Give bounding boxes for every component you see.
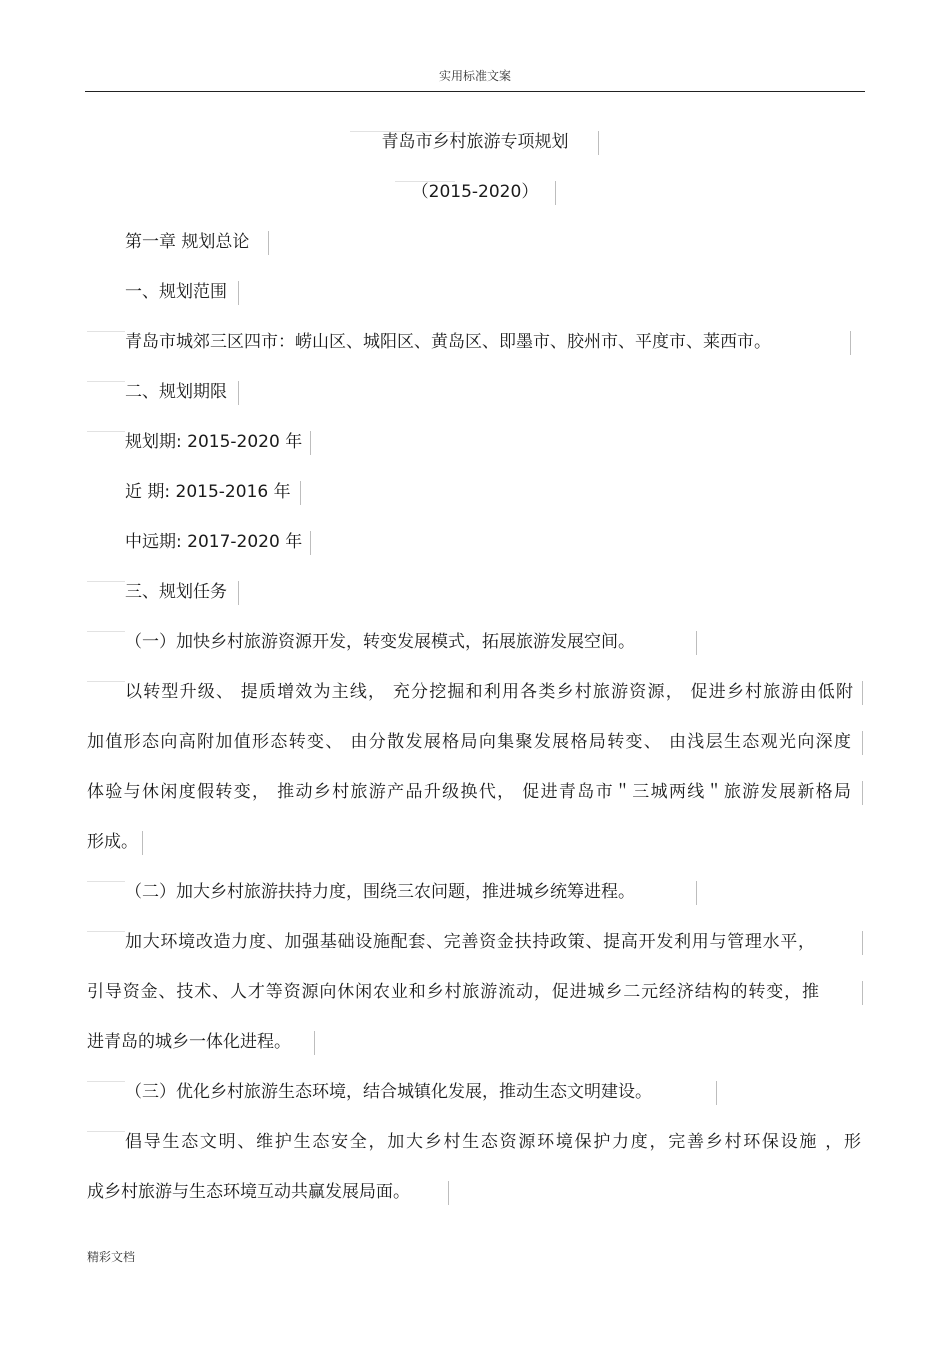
document-title: 青岛市乡村旅游专项规划 — [381, 132, 569, 152]
edit-mark — [850, 331, 851, 355]
section-heading-period: 二、规划期限 — [125, 382, 227, 402]
edit-mark — [87, 881, 125, 882]
period-item: 近 期: 2015-2016 年 — [125, 482, 291, 502]
edit-mark — [862, 781, 863, 805]
chapter-heading: 第一章 规划总论 — [125, 232, 250, 252]
page-header: 实用标准文案 — [438, 69, 511, 83]
edit-mark — [350, 131, 460, 132]
period-item: 规划期: 2015-2020 年 — [125, 432, 303, 452]
document-years: （2015-2020） — [411, 182, 539, 202]
edit-mark — [87, 581, 125, 582]
edit-mark — [395, 181, 455, 182]
edit-mark — [598, 131, 599, 155]
edit-mark — [696, 881, 697, 905]
edit-mark — [87, 681, 125, 682]
period-item: 中远期: 2017-2020 年 — [125, 532, 303, 552]
edit-mark — [314, 1031, 315, 1055]
task-heading: （一）加快乡村旅游资源开发，转变发展模式，拓展旅游发展空间。 — [125, 632, 635, 652]
edit-mark — [268, 231, 269, 255]
edit-mark — [87, 381, 125, 382]
task-paragraph-line: 形成。 — [87, 832, 138, 852]
edit-mark — [87, 1081, 125, 1082]
edit-mark — [238, 381, 239, 405]
section-heading-tasks: 三、规划任务 — [125, 582, 227, 602]
edit-mark — [862, 731, 863, 755]
edit-mark — [696, 631, 697, 655]
page-footer: 精彩文档 — [87, 1250, 136, 1264]
edit-mark — [310, 431, 311, 455]
task-paragraph-line: 体验与休闲度假转变， 推动乡村旅游产品升级换代， 促进青岛市＂三城两线＂旅游发展新格局 — [87, 782, 851, 802]
task-paragraph-line: 以转型升级、 提质增效为主线， 充分挖掘和利用各类乡村旅游资源， 促进乡村旅游由低附 — [125, 682, 853, 702]
edit-mark — [238, 581, 239, 605]
task-paragraph-line: 加大环境改造力度、加强基础设施配套、完善资金扶持政策、提高开发利用与管理水平， — [125, 932, 815, 952]
task-paragraph-line: 进青岛的城乡一体化进程。 — [87, 1032, 291, 1052]
task-paragraph-line: 成乡村旅游与生态环境互动共赢发展局面。 — [87, 1182, 410, 1202]
edit-mark — [87, 431, 125, 432]
edit-mark — [87, 1131, 125, 1132]
edit-mark — [555, 181, 556, 205]
task-paragraph-line: 加值形态向高附加值形态转变、 由分散发展格局向集聚发展格局转变、 由浅层生态观光向深度 — [87, 732, 851, 752]
edit-mark — [448, 1181, 449, 1205]
task-paragraph-line: 倡导生态文明、维护生态安全，加大乡村生态资源环境保护力度，完善乡村环保设施 ，形 — [125, 1132, 861, 1152]
edit-mark — [300, 481, 301, 505]
edit-mark — [862, 681, 863, 705]
edit-mark — [87, 331, 125, 332]
task-heading: （二）加大乡村旅游扶持力度，围绕三农问题，推进城乡统筹进程。 — [125, 882, 635, 902]
scope-paragraph: 青岛市城郊三区四市：崂山区、城阳区、黄岛区、即墨市、胶州市、平度市、莱西市。 — [125, 332, 771, 352]
edit-mark — [862, 931, 863, 955]
edit-mark — [716, 1081, 717, 1105]
edit-mark — [238, 281, 239, 305]
task-paragraph-line: 引导资金、技术、人才等资源向休闲农业和乡村旅游流动，促进城乡二元经济结构的转变，推 — [87, 982, 819, 1002]
edit-mark — [87, 631, 125, 632]
edit-mark — [87, 931, 125, 932]
header-divider — [85, 91, 865, 92]
section-heading-scope: 一、规划范围 — [125, 282, 227, 302]
edit-mark — [142, 831, 143, 855]
task-heading: （三）优化乡村旅游生态环境，结合城镇化发展，推动生态文明建设。 — [125, 1082, 652, 1102]
edit-mark — [310, 531, 311, 555]
edit-mark — [862, 981, 863, 1005]
